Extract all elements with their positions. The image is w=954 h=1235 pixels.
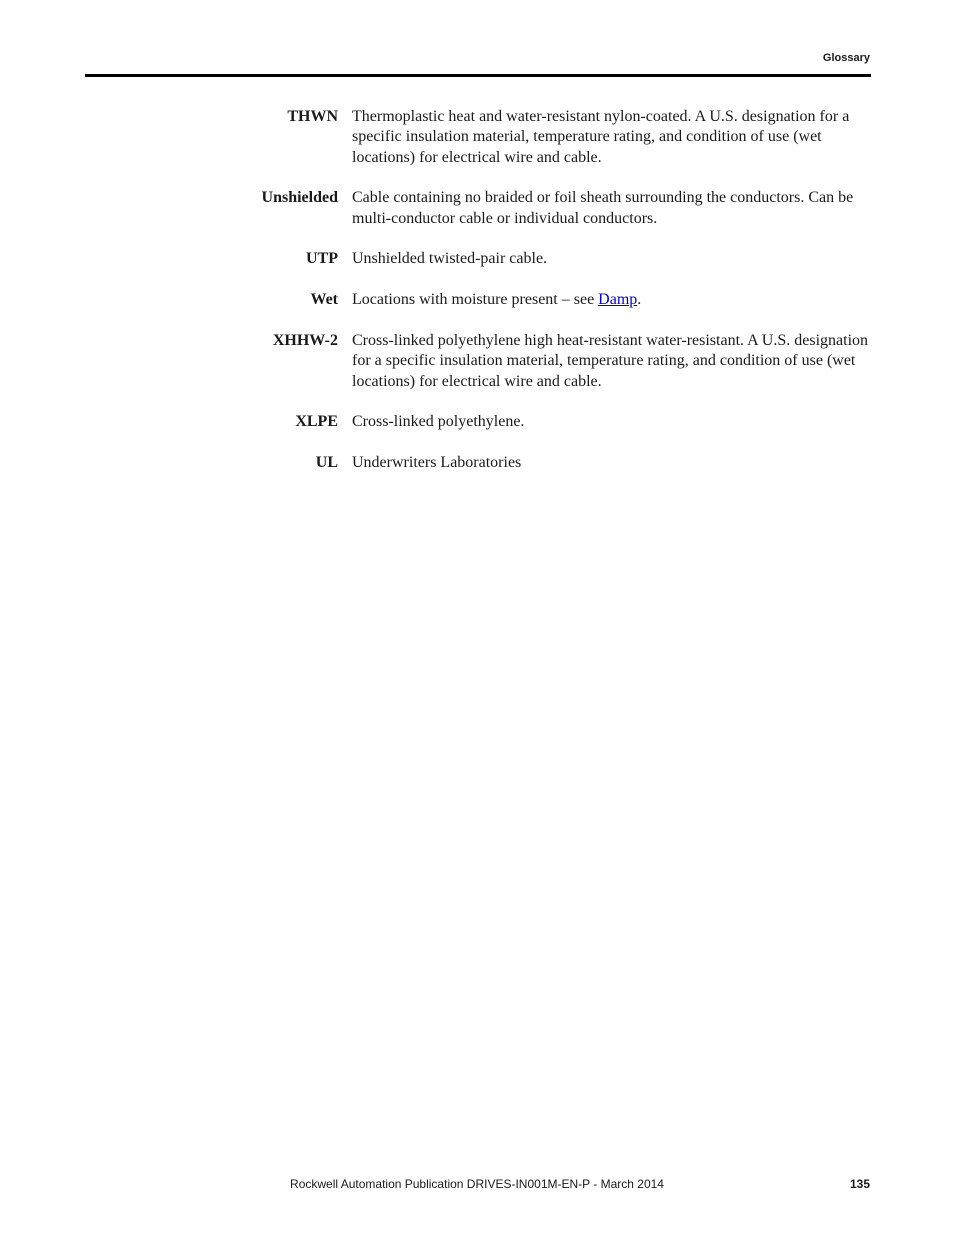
- glossary-term: UL: [315, 454, 338, 472]
- glossary-entry-wet: [85, 290, 871, 310]
- glossary-term: THWN: [287, 108, 338, 125]
- glossary-definition: Cross-linked polyethylene.: [352, 413, 525, 431]
- page-number: 135: [849, 1177, 870, 1191]
- glossary-definition: Unshielded twisted-pair cable.: [352, 250, 548, 268]
- glossary-entry-xhhw-2: [85, 331, 871, 392]
- glossary-term: UTP: [306, 250, 338, 268]
- glossary-term: Wet: [310, 291, 338, 309]
- glossary-term: XLPE: [295, 413, 338, 431]
- definition-text: .: [637, 291, 642, 309]
- glossary-list: [85, 107, 871, 494]
- glossary-term: Unshielded: [261, 189, 338, 207]
- glossary-definition: [352, 290, 871, 310]
- glossary-definition: Thermoplastic heat and water-resistant nylon-coated. A U.S. designation for a specific insulation material, temperature rating, and condition of use (wet locations) for electrical wire and cable.: [352, 108, 850, 166]
- glossary-entry-unshielded: [85, 188, 871, 229]
- publication-footer: Rockwell Automation Publication DRIVES-IN001M-EN-P - March 2014: [290, 1177, 664, 1191]
- glossary-term: XHHW-2: [272, 332, 338, 350]
- glossary-definition: Cable containing no braided or foil sheath surrounding the conductors. Can be multi-conductor cable or individual conductors.: [352, 189, 854, 227]
- header-rule: [85, 74, 871, 77]
- definition-text: Locations with moisture present – see: [352, 291, 599, 309]
- glossary-entry-xlpe: [85, 412, 871, 432]
- section-title: Glossary: [822, 52, 870, 64]
- damp-link[interactable]: Damp: [598, 291, 638, 309]
- glossary-entry-thwn: [85, 107, 871, 168]
- glossary-entry-ul: [85, 453, 871, 473]
- glossary-definition: Underwriters Laboratories: [352, 454, 522, 472]
- glossary-entry-utp: [85, 249, 871, 269]
- glossary-definition: Cross-linked polyethylene high heat-resistant water-resistant. A U.S. designation for a specific insulation material, temperature rating, and condition of use (wet locations) for electrical wire and cable.: [352, 332, 869, 390]
